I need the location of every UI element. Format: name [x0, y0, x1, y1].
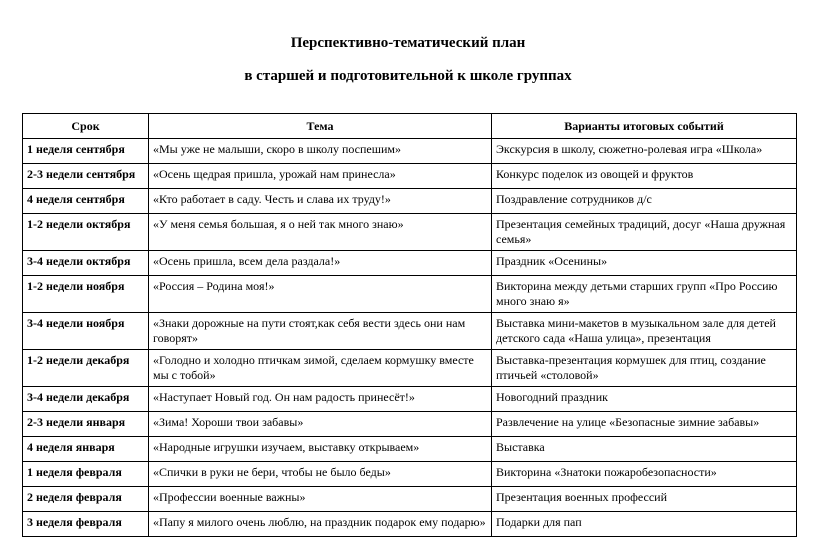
- table-row: [23, 139, 797, 164]
- topic-cell: «Мы уже не малыши, скоро в школу поспешим»: [149, 139, 492, 164]
- table-row: [23, 512, 797, 537]
- table-row: [23, 487, 797, 512]
- term-cell: 1-2 недели октября: [23, 214, 149, 251]
- term-cell: 2-3 недели сентября: [23, 164, 149, 189]
- term-cell: 3-4 недели октября: [23, 251, 149, 276]
- term-cell: 1 неделя сентября: [23, 139, 149, 164]
- table-row: [23, 214, 797, 251]
- table-row: [23, 189, 797, 214]
- term-cell: 1-2 недели декабря: [23, 350, 149, 387]
- event-cell: Конкурс поделок из овощей и фруктов: [492, 164, 797, 189]
- event-cell: Презентация семейных традиций, досуг «Наша дружная семья»: [492, 214, 797, 251]
- event-cell: Праздник «Осенины»: [492, 251, 797, 276]
- table-row: [23, 164, 797, 189]
- table-row: [23, 276, 797, 313]
- topic-cell: «Наступает Новый год. Он нам радость принесёт!»: [149, 387, 492, 412]
- term-cell: 3-4 недели декабря: [23, 387, 149, 412]
- term-cell: 2 неделя февраля: [23, 487, 149, 512]
- topic-cell: «Знаки дорожные на пути стоят,как себя вести здесь они нам говорят»: [149, 313, 492, 350]
- event-cell: Экскурсия в школу, сюжетно-ролевая игра «Школа»: [492, 139, 797, 164]
- table-row: [23, 462, 797, 487]
- event-cell: Выставка мини-макетов в музыкальном зале для детей детского сада «Наша улица», презентация: [492, 313, 797, 350]
- topic-cell: «Россия – Родина моя!»: [149, 276, 492, 313]
- topic-cell: «Профессии военные важны»: [149, 487, 492, 512]
- topic-cell: «Народные игрушки изучаем, выставку открываем»: [149, 437, 492, 462]
- event-cell: Выставка: [492, 437, 797, 462]
- column-header-topic: Тема: [149, 114, 492, 139]
- event-cell: Новогодний праздник: [492, 387, 797, 412]
- table-row: [23, 313, 797, 350]
- term-cell: 4 неделя сентября: [23, 189, 149, 214]
- event-cell: Поздравление сотрудников д/с: [492, 189, 797, 214]
- topic-cell: «Папу я милого очень люблю, на праздник подарок ему подарю»: [149, 512, 492, 537]
- event-cell: Развлечение на улице «Безопасные зимние забавы»: [492, 412, 797, 437]
- event-cell: Подарки для пап: [492, 512, 797, 537]
- page-title: Перспективно-тематический план: [290, 35, 526, 51]
- table-row: [23, 437, 797, 462]
- term-cell: 1-2 недели ноября: [23, 276, 149, 313]
- topic-cell: «Спички в руки не бери, чтобы не было беды»: [149, 462, 492, 487]
- table-row: [23, 412, 797, 437]
- term-cell: 2-3 недели января: [23, 412, 149, 437]
- topic-cell: «У меня семья большая, я о ней так много знаю»: [149, 214, 492, 251]
- page-subtitle: в старшей и подготовительной к школе группах: [244, 68, 572, 84]
- event-cell: Выставка-презентация кормушек для птиц, создание птичьей «столовой»: [492, 350, 797, 387]
- plan-table: [22, 113, 797, 537]
- topic-cell: «Кто работает в саду. Честь и слава их труду!»: [149, 189, 492, 214]
- table-row: [23, 387, 797, 412]
- event-cell: Викторина между детьми старших групп «Про Россию много знаю я»: [492, 276, 797, 313]
- column-header-term: Срок: [23, 114, 149, 139]
- topic-cell: «Зима! Хороши твои забавы»: [149, 412, 492, 437]
- table-row: [23, 251, 797, 276]
- table-header-row: [23, 114, 797, 139]
- event-cell: Викторина «Знатоки пожаробезопасности»: [492, 462, 797, 487]
- term-cell: 1 неделя февраля: [23, 462, 149, 487]
- topic-cell: «Голодно и холодно птичкам зимой, сделаем кормушку вместе мы с тобой»: [149, 350, 492, 387]
- table-row: [23, 350, 797, 387]
- term-cell: 3-4 недели ноября: [23, 313, 149, 350]
- event-cell: Презентация военных профессий: [492, 487, 797, 512]
- column-header-event: Варианты итоговых событий: [492, 114, 797, 139]
- topic-cell: «Осень пришла, всем дела раздала!»: [149, 251, 492, 276]
- topic-cell: «Осень щедрая пришла, урожай нам принесла»: [149, 164, 492, 189]
- term-cell: 4 неделя января: [23, 437, 149, 462]
- term-cell: 3 неделя февраля: [23, 512, 149, 537]
